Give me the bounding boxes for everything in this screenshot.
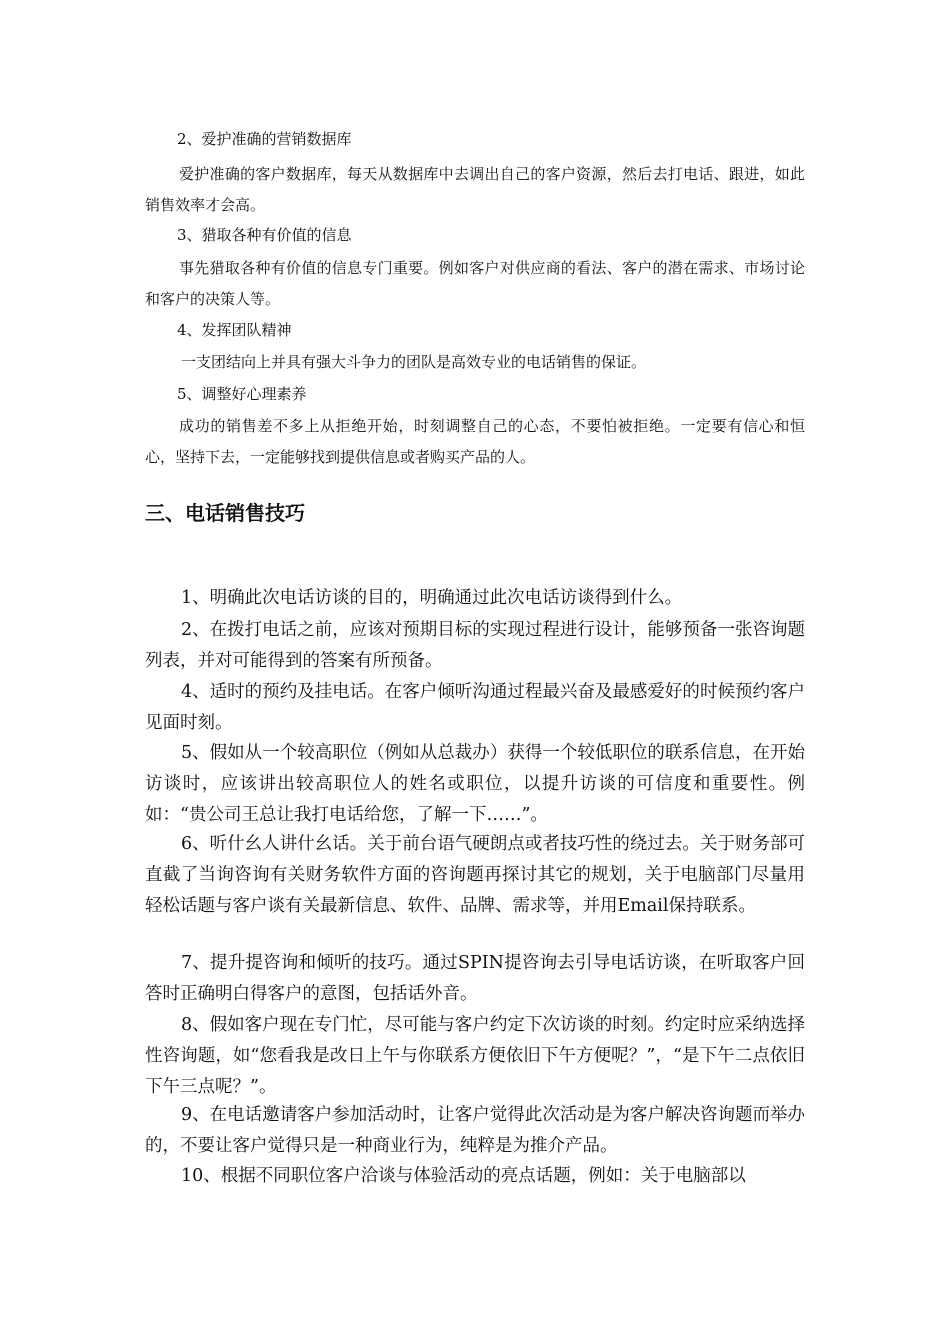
tip-7: 7、提升提咨询和倾听的技巧。通过SPIN提咨询去引导电话访谈，在听取客户回答时正确明白得客户的意图，包括话外音。 — [145, 953, 805, 1004]
item-2-body: 爱护准确的客户数据库，每天从数据库中去调出自己的客户资源，然后去打电话、跟进，如此销售效率才会高。 — [145, 165, 805, 214]
tip-9: 9、在电话邀请客户参加活动时，让客户觉得此次活动是为客户解决咨询题而举办的，不要让客户觉得只是一种商业行为，纯粹是为推介产品。 — [145, 1105, 805, 1156]
tip-10: 10、根据不同职位客户洽谈与体验活动的亮点话题，例如：关于电脑部以 — [181, 1166, 746, 1186]
item-4-body: 一支团结向上并具有强大斗争力的团队是高效专业的电话销售的保证。 — [181, 353, 647, 371]
tip-8: 8、假如客户现在专门忙，尽可能与客户约定下次访谈的时刻。约定时应采纳选择性咨询题，如“您看我是改日上午与你联系方便依旧下午方便呢？”，“是下午二点依旧下午三点呢？”。 — [145, 1015, 805, 1097]
item-5-body: 成功的销售差不多上从拒绝开始，时刻调整自己的心态，不要怕被拒绝。一定要有信心和恒心，坚持下去，一定能够找到提供信息或者购买产品的人。 — [145, 417, 805, 466]
section-heading: 三、电话销售技巧 — [145, 501, 305, 525]
tip-2: 2、在拨打电话之前，应该对预期目标的实现过程进行设计，能够预备一张咨询题列表，并对可能得到的答案有所预备。 — [145, 620, 805, 671]
item-2-title: 2、爱护准确的营销数据库 — [177, 130, 352, 148]
tip-5: 5、假如从一个较高职位（例如从总裁办）获得一个较低职位的联系信息，在开始访谈时，应该讲出较高职位人的姓名或职位，以提升访谈的可信度和重要性。例如：“贵公司王总让我打电话给您，了解一下……”。 — [145, 743, 805, 825]
tip-1: 1、明确此次电话访谈的目的，明确通过此次电话访谈得到什么。 — [181, 588, 683, 608]
tip-4: 4、适时的预约及挂电话。在客户倾听沟通过程最兴奋及最感爱好的时候预约客户见面时刻。 — [145, 682, 805, 733]
item-3-title: 3、猎取各种有价值的信息 — [177, 226, 352, 244]
item-4-title: 4、发挥团队精神 — [177, 321, 292, 339]
item-5-title: 5、调整好心理素养 — [177, 385, 307, 403]
item-3-body: 事先猎取各种有价值的信息专门重要。例如客户对供应商的看法、客户的潜在需求、市场讨论和客户的决策人等。 — [145, 259, 805, 308]
tip-6: 6、听什幺人讲什幺话。关于前台语气硬朗点或者技巧性的绕过去。关于财务部可直截了当询咨询有关财务软件方面的咨询题再探讨其它的规划，关于电脑部门尽量用轻松话题与客户谈有关最新信息、软件、品牌、需求等，并用Email保持联系。 — [145, 834, 805, 916]
